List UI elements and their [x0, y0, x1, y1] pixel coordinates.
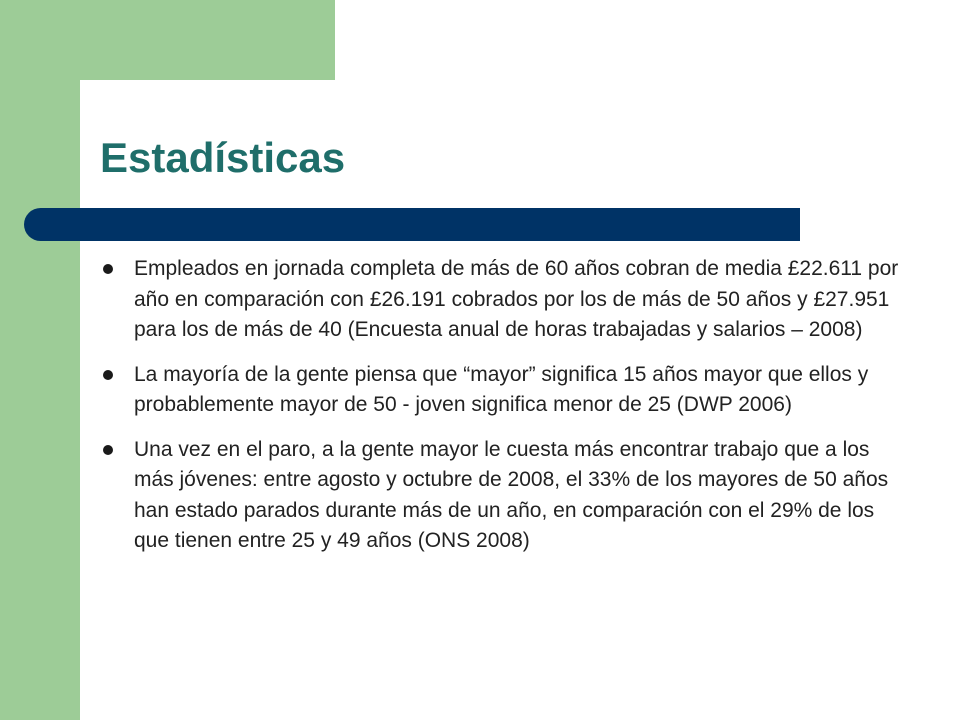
- bullet-text: Una vez en el paro, a la gente mayor le cuesta más encontrar trabajo que a los más jóvenes: entre agosto y octubre de 2008, el 33% de los mayores de 50 años han estado parados durante más de un año, en comparación con el 29% de los que tienen entre 25 y 49 años (ONS 2008): [134, 437, 889, 552]
- bullet-dot-icon: [103, 370, 113, 380]
- bullet-item: [100, 254, 900, 346]
- bullet-item: [100, 435, 900, 557]
- bullet-dot-icon: [103, 264, 113, 274]
- bullet-text: La mayoría de la gente piensa que “mayor” significa 15 años mayor que ellos y probablemente mayor de 50 - joven significa menor de 25 (DWP 2006): [134, 362, 869, 416]
- title-underline-bar: [24, 208, 800, 241]
- bullet-item: [100, 360, 900, 421]
- slide-title: Estadísticas: [100, 134, 346, 181]
- bullet-text: Empleados en jornada completa de más de 60 años cobran de media £22.611 por año en comparación con £26.191 cobrados por los de más de 50 años y £27.951 para los de más de 40 (Encuesta anual de horas trabajadas y salarios – 2008): [134, 257, 899, 341]
- green-top-decoration: [0, 0, 335, 80]
- bullet-list: [100, 254, 900, 571]
- green-sidebar-decoration: [0, 0, 80, 720]
- bullet-dot-icon: [103, 445, 113, 455]
